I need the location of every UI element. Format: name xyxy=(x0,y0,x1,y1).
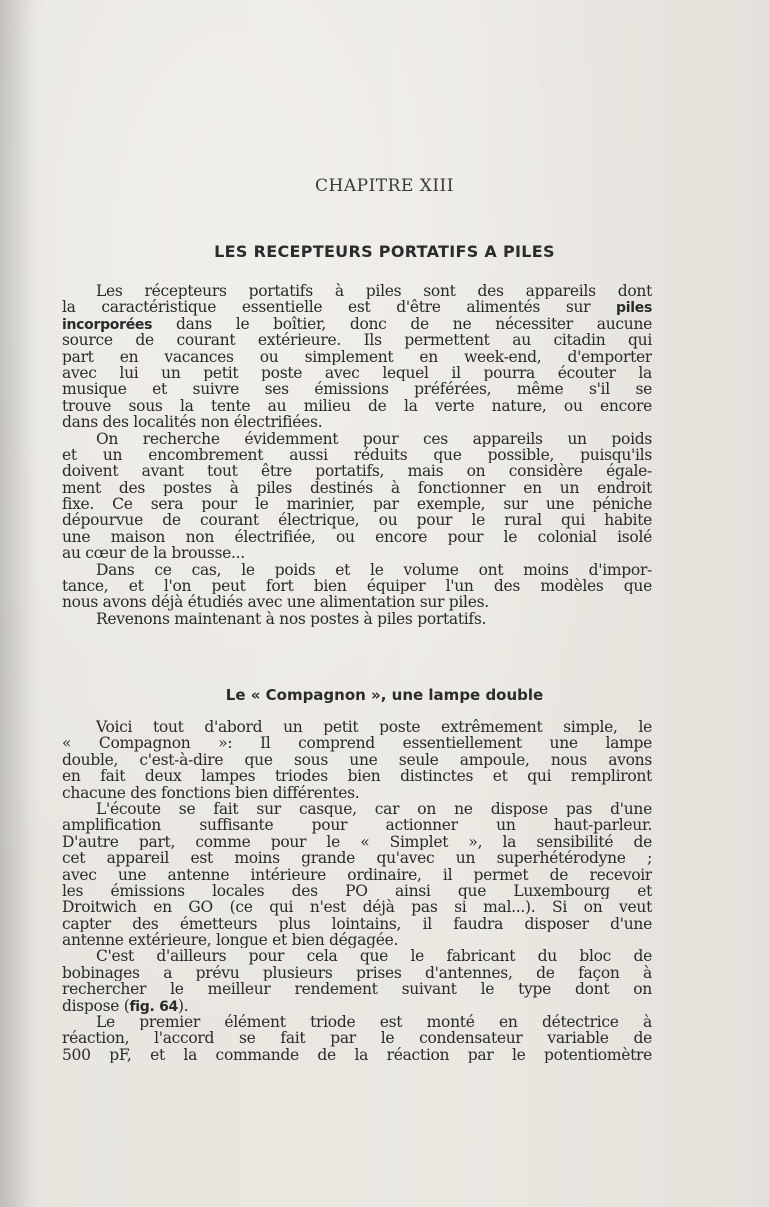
line-text: musique et suivre ses émissions préférées, même s'il se xyxy=(62,381,652,398)
text-line xyxy=(62,562,652,578)
line-text: dépourvue de courant électrique, ou pour le rural qui habite xyxy=(62,512,652,529)
text-line xyxy=(62,801,652,817)
text-line xyxy=(62,414,652,430)
line-text: une maison non électrifiée, ou encore pour le colonial isolé xyxy=(62,528,652,546)
text-line xyxy=(62,283,652,299)
text-line xyxy=(62,899,652,915)
text-line xyxy=(62,735,652,751)
text-line xyxy=(62,299,652,315)
line-text: dispose ( xyxy=(62,997,130,1015)
text-line xyxy=(62,332,652,348)
line-text: dans le boîtier, donc de ne nécessiter aucune xyxy=(152,315,652,333)
text-line xyxy=(62,850,652,866)
text-line xyxy=(62,611,652,627)
line-text: Voici tout d'abord un petit poste extrêmement simple, le xyxy=(96,719,652,736)
line-text: bobinages a prévu plusieurs prises d'antennes, de façon à xyxy=(62,964,652,982)
line-text: part en vacances ou simplement en week-end, d'emporter xyxy=(62,348,652,365)
text-line xyxy=(62,398,652,414)
line-text: capter des émetteurs plus lointains, il faudra disposer d'une xyxy=(62,915,652,933)
line-text: Revenons maintenant à nos postes à piles portatifs. xyxy=(96,610,487,628)
text-line xyxy=(62,480,652,496)
line-text: antenne extérieure, longue et bien dégagée. xyxy=(62,932,399,949)
line-text: Dans ce cas, le poids et le volume ont moins d'impor- xyxy=(96,561,652,579)
line-text: C'est d'ailleurs pour cela que le fabricant du bloc de xyxy=(96,948,652,965)
chapter-title: LES RECEPTEURS PORTATIFS A PILES xyxy=(214,242,555,261)
line-text: 500 pF, et la commande de la réaction par le potentiomètre xyxy=(62,1046,652,1064)
text-line xyxy=(62,867,652,883)
text-line xyxy=(62,965,652,981)
line-text: chacune des fonctions bien différentes. xyxy=(62,784,360,801)
chapter-heading: CHAPITRE XIII xyxy=(315,176,454,196)
bold-term: piles xyxy=(616,300,652,316)
line-text: réaction, l'accord se fait par le condensateur variable de xyxy=(62,1030,652,1047)
line-text: Droitwich en GO (ce qui n'est déjà pas si mal...). Si on veut xyxy=(62,899,652,916)
line-text: source de courant extérieure. Ils permettent au citadin qui xyxy=(62,332,652,349)
text-line xyxy=(62,545,652,561)
text-line xyxy=(62,365,652,381)
text-line xyxy=(62,916,652,932)
text-line xyxy=(62,1030,652,1046)
line-text: Le premier élément triode est monté en détectrice à xyxy=(96,1014,652,1031)
line-text: amplification suffisante pour actionner un haut-parleur. xyxy=(62,817,652,834)
line-text: avec une antenne intérieure ordinaire, il permet de recevoir xyxy=(62,866,652,883)
text-line xyxy=(62,496,652,512)
text-line xyxy=(62,463,652,479)
line-text: ment des postes à piles destinés à fonctionner en un endroit xyxy=(62,479,652,497)
line-text: L'écoute se fait sur casque, car on ne dispose pas d'une xyxy=(96,800,652,818)
line-text: nous avons déjà étudiés avec une alimentation sur piles. xyxy=(62,594,489,611)
text-line xyxy=(62,719,652,735)
line-text: la caractéristique essentielle est d'être alimentés sur xyxy=(62,299,617,316)
line-tail: ). xyxy=(178,997,189,1015)
body-text-compagnon xyxy=(62,719,652,1063)
text-line xyxy=(62,594,652,610)
line-text: dans des localités non électrifiées. xyxy=(62,414,323,431)
line-text: D'autre part, comme pour le « Simplet », la sensibilité de xyxy=(62,833,652,851)
line-text: « Compagnon »: Il comprend essentiellement une lampe xyxy=(62,735,652,752)
line-text: fixe. Ce sera pour le marinier, par exemple, sur une péniche xyxy=(62,496,652,513)
text-line xyxy=(62,768,652,784)
text-line xyxy=(62,752,652,768)
text-line xyxy=(62,1014,652,1030)
line-text: doivent avant tout être portatifs, mais on considère égale- xyxy=(62,463,652,480)
text-line xyxy=(62,316,652,332)
text-line xyxy=(62,817,652,833)
section-title: Le « Compagnon », une lampe double xyxy=(225,686,544,704)
text-line xyxy=(62,948,652,964)
text-line xyxy=(62,512,652,528)
text-line xyxy=(62,981,652,997)
text-line xyxy=(62,349,652,365)
line-text: les émissions locales des PO ainsi que Luxembourg et xyxy=(62,882,652,900)
line-text: On recherche évidemment pour ces appareils un poids xyxy=(96,430,652,447)
text-line xyxy=(62,1047,652,1063)
line-text: avec lui un petit poste avec lequel il pourra écouter la xyxy=(62,364,652,382)
bold-term: incorporées xyxy=(62,316,153,333)
body-text-intro xyxy=(62,283,652,627)
text-line xyxy=(62,998,652,1014)
text-line xyxy=(62,883,652,899)
line-text: cet appareil est moins grande qu'avec un superhétérodyne ; xyxy=(62,850,652,867)
text-line xyxy=(62,834,652,850)
line-text: trouve sous la tente au milieu de la verte nature, ou encore xyxy=(62,397,652,415)
line-text: en fait deux lampes triodes bien distinctes et qui rempliront xyxy=(62,768,652,785)
line-text: tance, et l'on peut fort bien équiper l'un des modèles que xyxy=(62,578,652,595)
bold-term: fig. 64 xyxy=(129,998,178,1015)
line-text: et un encombrement aussi réduits que possible, puisqu'ils xyxy=(62,446,652,464)
line-text: double, c'est-à-dire que sous une seule ampoule, nous avons xyxy=(62,751,652,769)
text-line xyxy=(62,447,652,463)
text-line xyxy=(62,578,652,594)
line-text: au cœur de la brousse... xyxy=(62,545,245,562)
line-text: Les récepteurs portatifs à piles sont des appareils dont xyxy=(96,283,652,300)
text-line xyxy=(62,529,652,545)
text-line xyxy=(62,932,652,948)
text-line xyxy=(62,381,652,397)
text-line xyxy=(62,431,652,447)
text-line xyxy=(62,785,652,801)
line-text: rechercher le meilleur rendement suivant le type dont on xyxy=(62,981,652,998)
